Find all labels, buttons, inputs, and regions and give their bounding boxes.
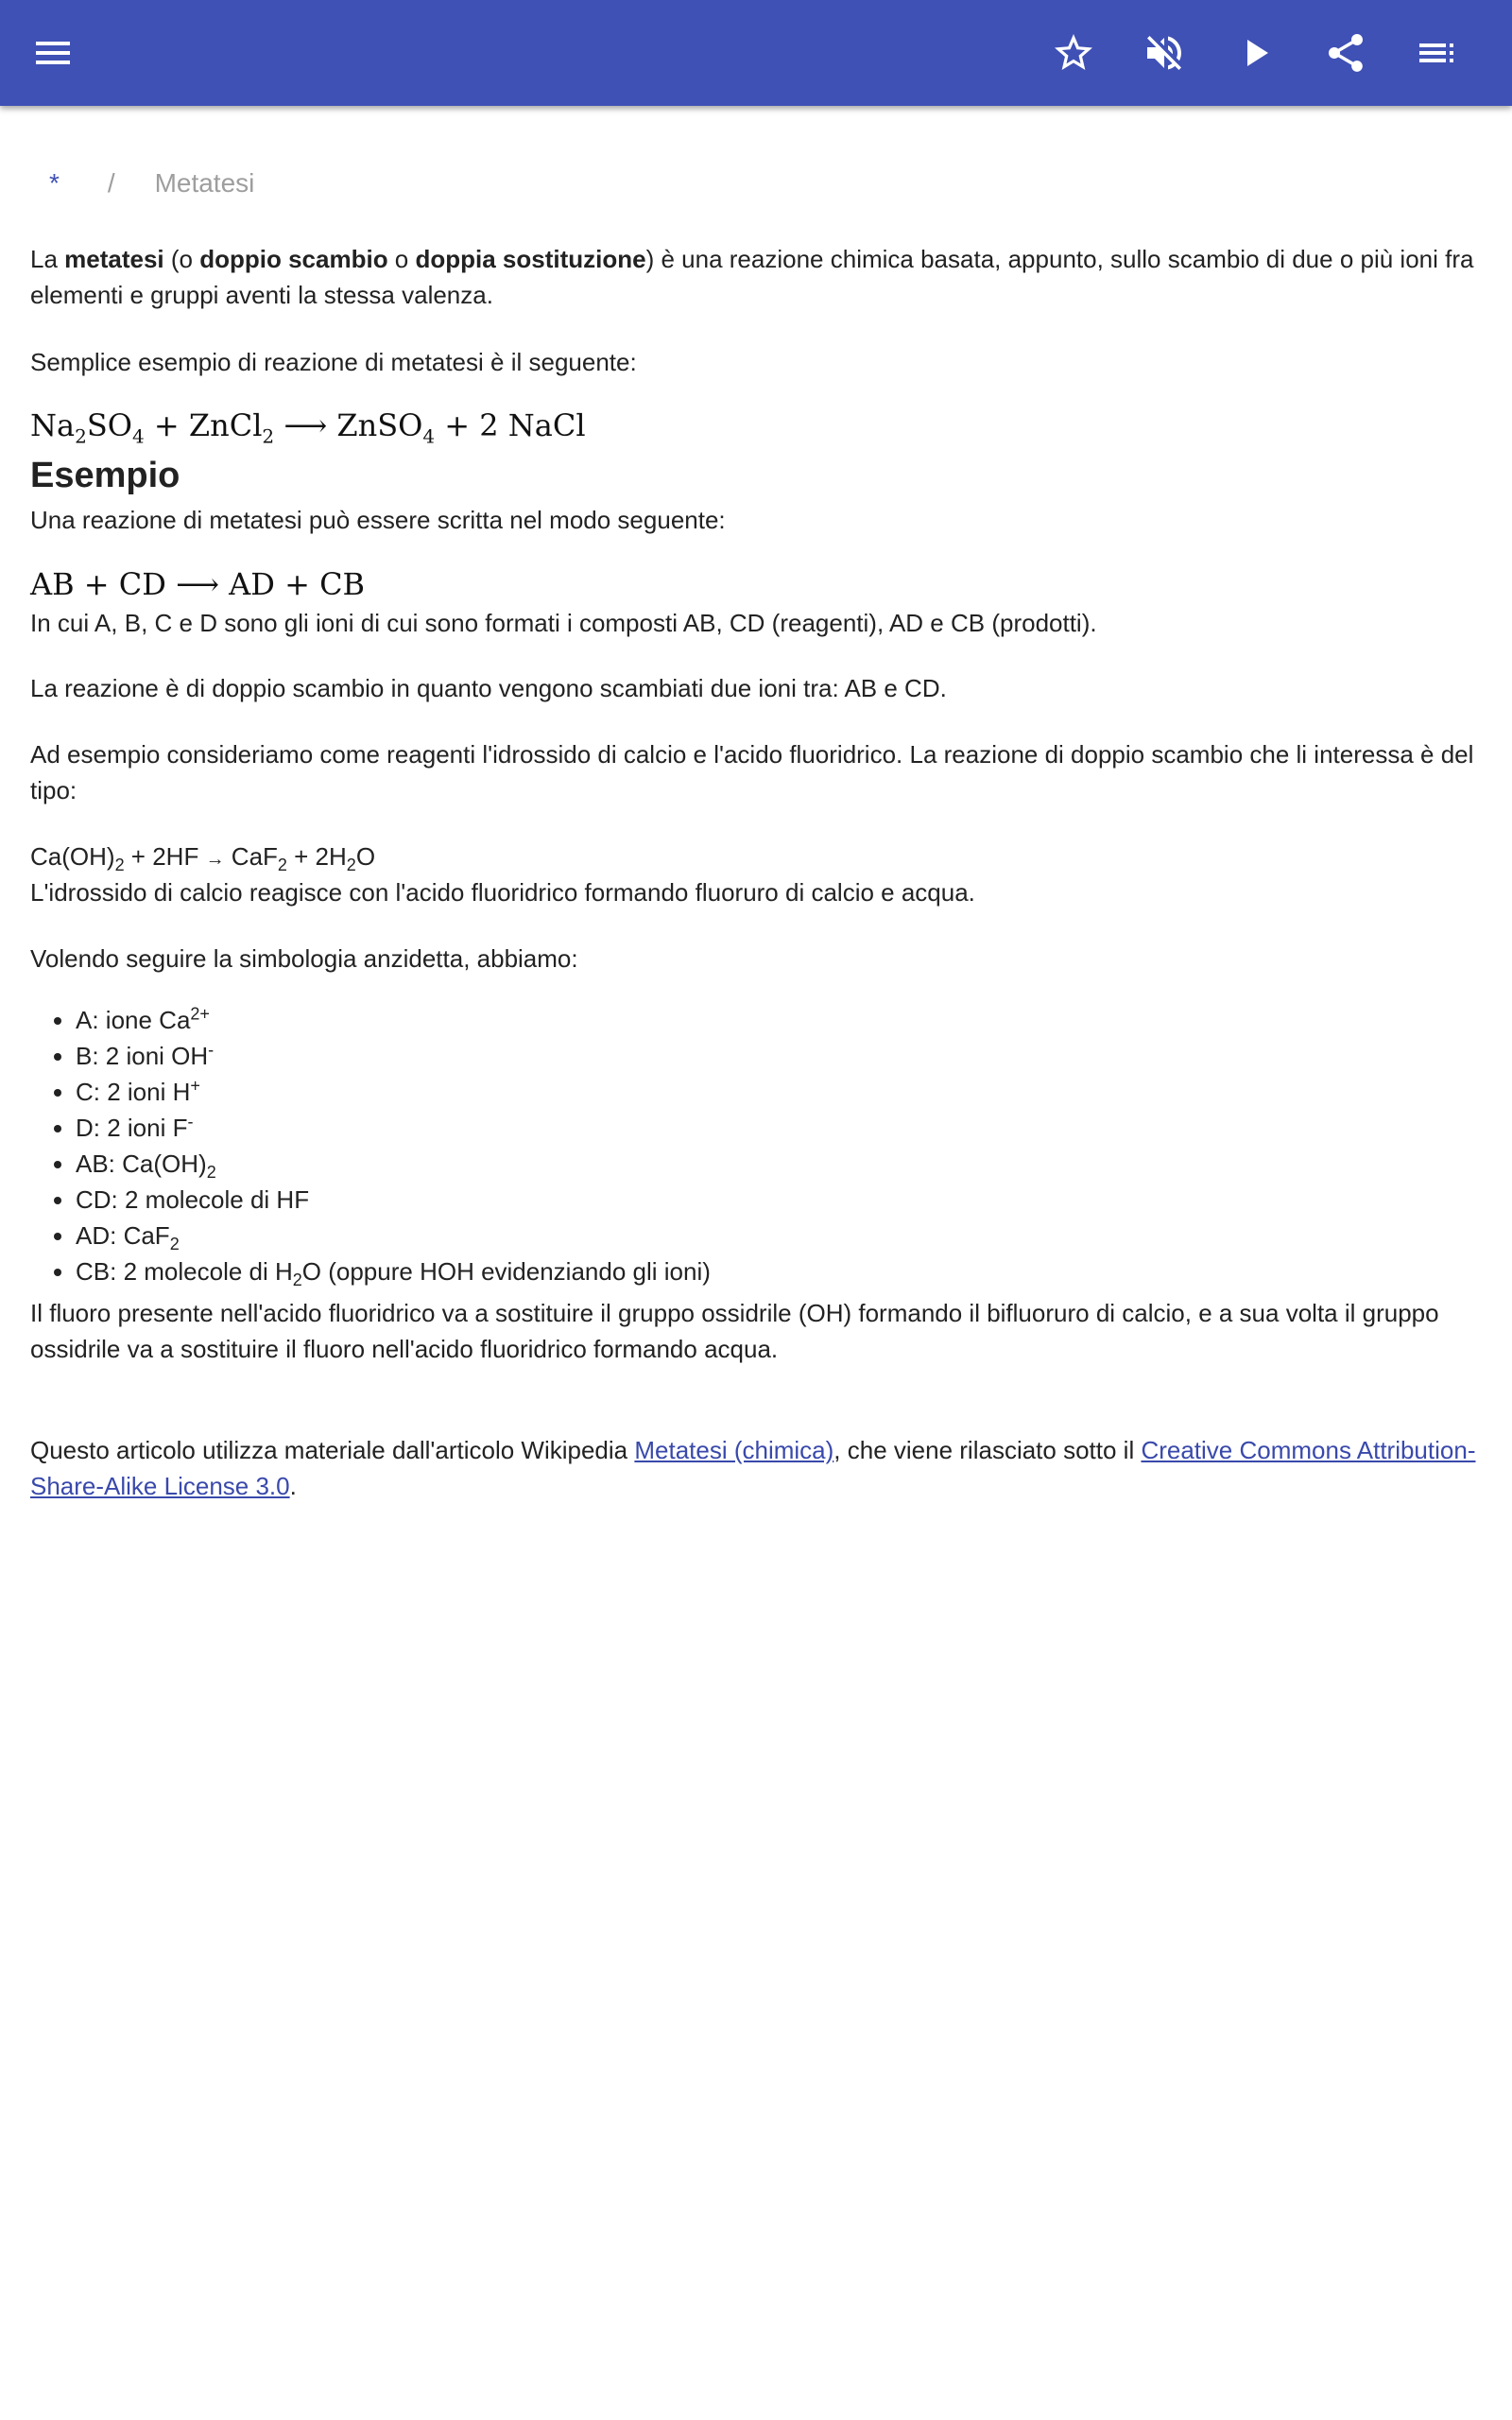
list-item-text: D: 2 ioni F bbox=[76, 1114, 188, 1142]
list-item-superscript: + bbox=[190, 1076, 200, 1096]
eq-term: Na bbox=[30, 407, 76, 443]
menu-icon bbox=[30, 30, 76, 76]
eq-subscript: 4 bbox=[131, 424, 145, 448]
attribution-paragraph bbox=[30, 1432, 1486, 1504]
list-item-text: CD: 2 molecole di HF bbox=[76, 1185, 310, 1214]
attribution-text: , che viene rilasciato sotto il bbox=[833, 1436, 1142, 1464]
eq-term: + 2H bbox=[286, 842, 347, 871]
toc-list-icon bbox=[1414, 30, 1459, 76]
eq-arrow: → bbox=[205, 849, 225, 870]
favorite-button[interactable] bbox=[1045, 25, 1102, 81]
list-item-text: O (oppure HOH evidenziando gli ioni) bbox=[301, 1257, 711, 1286]
eq-term: O bbox=[355, 842, 376, 871]
list-item bbox=[76, 1146, 1399, 1182]
license-link[interactable]: Creative Commons Attribution-Share-Alike License 3.0 bbox=[30, 1436, 1476, 1500]
list-item-text: C: 2 ioni H bbox=[76, 1078, 191, 1106]
list-item-text: CB: 2 molecole di H bbox=[76, 1257, 293, 1286]
mute-button[interactable] bbox=[1136, 25, 1193, 81]
eq-subscript: 2 bbox=[75, 424, 87, 448]
eq-term: + 2HF bbox=[124, 842, 206, 871]
term-doppio-scambio: doppio scambio bbox=[199, 245, 388, 273]
eq-term: + 2 NaCl bbox=[435, 407, 586, 443]
intro-text: ) è una reazione chimica basata, appunto, sullo scambio di due o più ioni fra elementi e gruppi aventi la stessa valenza. bbox=[30, 245, 1474, 309]
list-item-text: AB: Ca(OH) bbox=[76, 1150, 207, 1178]
intro-paragraph bbox=[30, 241, 1486, 313]
equation-calcium-hydroxide bbox=[30, 838, 1486, 877]
list-item-superscript: 2+ bbox=[190, 1004, 210, 1024]
list-item-superscript: - bbox=[208, 1040, 215, 1060]
breadcrumb-current: Metatesi bbox=[154, 168, 255, 198]
intro-text: o bbox=[387, 245, 416, 273]
volume-off-icon bbox=[1142, 30, 1187, 76]
intro-text: La bbox=[30, 245, 65, 273]
equation-generic: AB + CD ⟶ AD + CB bbox=[30, 566, 366, 602]
section-paragraph: Una reazione di metatesi può essere scritta nel modo seguente: bbox=[30, 506, 726, 534]
ion-list bbox=[30, 1002, 1399, 1289]
play-icon bbox=[1232, 30, 1278, 76]
eq-term: ZnSO bbox=[336, 407, 423, 443]
eq-term: Ca(OH) bbox=[30, 842, 115, 871]
list-item bbox=[76, 1074, 1399, 1110]
wikipedia-article-link[interactable]: Metatesi (chimica) bbox=[634, 1436, 834, 1464]
term-doppia-sostituzione: doppia sostituzione bbox=[415, 245, 646, 273]
eq-subscript: 4 bbox=[422, 424, 436, 448]
closing-paragraph: Il fluoro presente nell'acido fluoridrico va a sostituire il gruppo ossidrile (OH) formando il bifluoruro di calcio, e a sua volta il gruppo ossidrile va a sostituire il fluoro nell'acido fluoridrico formando acqua. bbox=[30, 1299, 1439, 1363]
list-item bbox=[76, 1182, 1399, 1218]
list-item-subscript: 2 bbox=[292, 1270, 302, 1290]
share-button[interactable] bbox=[1317, 25, 1374, 81]
list-item bbox=[76, 1110, 1399, 1146]
eq-subscript: 2 bbox=[262, 424, 275, 448]
section-paragraph: Ad esempio consideriamo come reagenti l'idrossido di calcio e l'acido fluoridrico. La reazione di doppio scambio che li interessa è del tipo: bbox=[30, 740, 1474, 804]
list-item-text: B: 2 ioni OH bbox=[76, 1042, 209, 1070]
section-paragraph: In cui A, B, C e D sono gli ioni di cui sono formati i composti AB, CD (reagenti), AD e CB (prodotti). bbox=[30, 609, 1097, 637]
list-item bbox=[76, 1038, 1399, 1074]
breadcrumb-separator: / bbox=[107, 168, 115, 198]
breadcrumb bbox=[49, 168, 254, 199]
list-item-subscript: 2 bbox=[206, 1163, 216, 1183]
equation-sodium-sulfate bbox=[30, 406, 586, 448]
list-item-superscript: - bbox=[187, 1112, 194, 1132]
section-heading-esempio: Esempio bbox=[30, 456, 180, 495]
star-outline-icon bbox=[1051, 30, 1096, 76]
intro-text: (o bbox=[163, 245, 200, 273]
share-icon bbox=[1323, 30, 1368, 76]
section-paragraph: Volendo seguire la simbologia anzidetta, abbiamo: bbox=[30, 944, 578, 973]
eq-term: SO bbox=[86, 407, 132, 443]
section-paragraph: La reazione è di doppio scambio in quanto vengono scambiati due ioni tra: AB e CD. bbox=[30, 674, 947, 702]
term-metatesi: metatesi bbox=[64, 245, 164, 273]
list-item bbox=[76, 1218, 1399, 1253]
example-intro-paragraph: Semplice esempio di reazione di metatesi è il seguente: bbox=[30, 348, 637, 376]
app-bar bbox=[0, 0, 1512, 106]
breadcrumb-root-link[interactable]: * bbox=[49, 168, 60, 198]
eq-term: + ZnCl bbox=[144, 407, 263, 443]
eq-subscript: 2 bbox=[277, 856, 287, 875]
section-paragraph: L'idrossido di calcio reagisce con l'acido fluoridrico formando fluoruro di calcio e acqua. bbox=[30, 878, 975, 907]
eq-term: CaF bbox=[224, 842, 278, 871]
play-button[interactable] bbox=[1227, 25, 1283, 81]
menu-button[interactable] bbox=[25, 25, 81, 81]
list-item-subscript: 2 bbox=[169, 1235, 180, 1254]
eq-subscript: 2 bbox=[346, 856, 356, 875]
attribution-text: . bbox=[289, 1472, 297, 1500]
attribution-text: Questo articolo utilizza materiale dall'articolo Wikipedia bbox=[30, 1436, 635, 1464]
list-item-text: AD: CaF bbox=[76, 1221, 170, 1250]
eq-arrow: ⟶ bbox=[274, 407, 337, 443]
eq-subscript: 2 bbox=[114, 856, 125, 875]
list-item bbox=[76, 1002, 1399, 1038]
table-of-contents-button[interactable] bbox=[1408, 25, 1465, 81]
list-item-text: A: ione Ca bbox=[76, 1006, 191, 1034]
list-item bbox=[76, 1253, 1399, 1289]
